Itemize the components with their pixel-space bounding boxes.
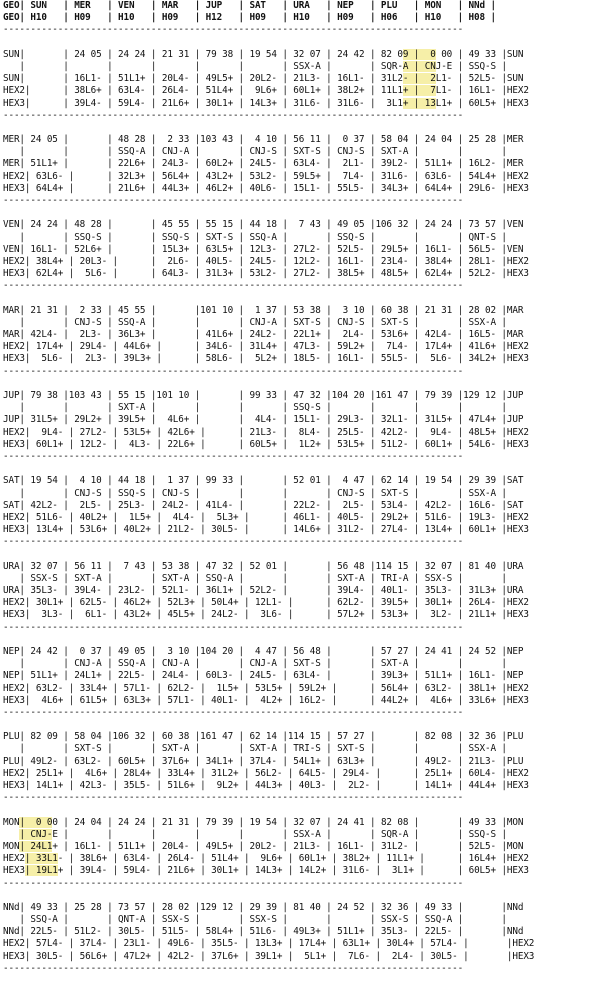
spacer [3, 207, 600, 219]
nnd-row-hex3: HEX3| 30L5- | 56L6+ | 47L2+ | 42L2- | 37L6+ | 39L1+ | 5L1+ | 7L6- | 2L4- | 30L5- | |HEX3 [3, 950, 535, 962]
mar-row-degrees: MAR| 21 31 | 2 33 | 45 55 | |101 10 | 1 37 | 53 38 | 3 10 | 60 38 | 21 31 | 28 02 |MAR [3, 304, 524, 316]
ven-row-degrees: VEN| 24 24 | 48 28 | | 45 55 | 55 15 | 44 18 | 7 43 | 49 05 |106 32 | 24 24 | 73 57 |VEN [3, 219, 524, 231]
spacer [3, 463, 600, 475]
conjunction-highlight: | 0 0 [19, 816, 53, 828]
separator: ------------------------------------------------------------------------------------ [3, 536, 464, 548]
spacer [3, 548, 600, 560]
sat-row-lines: SAT| 42L2- | 2L5- | 25L3- | 24L2- | 41L4- | | 22L2- | 2L5- | 53L4- | 42L2- | 16L6- |SAT [3, 499, 524, 511]
sat-row-aspects: | | CNJ-S | SSQ-S | CNJ-S | | | | CNJ-S | SXT-S | | SSX-A | [3, 487, 507, 499]
ven-row-aspects: | | SSQ-S | | SSQ-S | SXT-S | SSQ-A | | SSQ-S | | | QNT-S | [3, 231, 507, 243]
mon-row-degrees: MON| 0 00 | 24 04 | 24 24 | 21 31 | 79 39 | 19 54 | 32 07 | 24 41 | 82 08 | | 49 33 |MON [3, 816, 524, 828]
sun-row-degrees: SUN| | 24 05 | 24 24 | 21 31 | 79 38 | 19 54 | 32 07 | 24 42 | 82 09 | 0 00 | 49 33 |SUN [3, 48, 524, 60]
mar-row-aspects: | | CNJ-S | SSQ-A | | | CNJ-A | SXT-S | CNJ-S | SXT-S | | SSX-A | [3, 316, 507, 328]
separator: ------------------------------------------------------------------------------------ [3, 280, 464, 292]
jup-row-hex3: HEX3| 60L1+ | 12L2- | 4L3- | 22L6+ | | 60L5+ | 1L2+ | 53L5+ | 51L2- | 60L1+ | 54L6- |HEX3 [3, 438, 529, 450]
conjunction-highlight: 9 | 0 [402, 48, 436, 60]
plu-row-lines: PLU| 49L2- | 63L2- | 60L5+ | 37L6+ | 34L1+ | 37L4- | 54L1+ | 63L3+ | | 49L2- | 21L3- |PLU [3, 755, 524, 767]
separator: ------------------------------------------------------------------------------------ [3, 621, 464, 633]
mon-row-hex3: HEX3| 19L1+ | 39L4- | 59L4- | 21L6+ | 30L1+ | 14L3+ | 14L2+ | 31L6- | 3L1+ | | 60L5+ |HEX3 [3, 865, 529, 877]
conjunction-highlight: - | 2 [402, 73, 436, 85]
separator: ------------------------------------------------------------------------------------ [3, 195, 464, 206]
ven-row-hex2: HEX2| 38L4+ | 20L3- | | 2L6- | 40L5- | 24L5- | 12L2- | 16L1- | 23L4- | 38L4+ | 28L1- |HEX2 [3, 255, 529, 267]
header-line-houses: GEO| H10 | H09 | H10 | H09 | H12 | H09 | H10 | H09 | H06 | H10 | H08 | [3, 12, 496, 24]
separator: ------------------------------------------------------------------------------------ [3, 962, 464, 974]
mar-row-hex3: HEX3| 5L6- | 2L3- | 39L3+ | | 58L6- | 5L2+ | 18L5- | 16L1- | 55L5- | 5L6- | 34L2+ |HEX3 [3, 353, 529, 365]
jup-row-hex2: HEX2| 9L4- | 27L2- | 53L5+ | 42L6+ | | 21L3- | 8L4- | 25L5- | 42L2- | 9L4- | 48L5+ |HEX2 [3, 426, 529, 438]
nnd-row-degrees: NNd| 49 33 | 25 28 | 73 57 | 28 02 |129 12 | 29 39 | 81 40 | 24 52 | 32 36 | 49 33 | |NNd [3, 901, 524, 913]
separator: ------------------------------------------------------------------------------------ [3, 792, 464, 804]
mer-row-hex2: HEX2| 63L6- | | 32L3+ | 56L4+ | 43L2+ | 53L2- | 59L5+ | 7L4- | 31L6- | 63L6- | 54L4+ |HEX2 [3, 170, 529, 182]
jup-row-degrees: JUP| 79 38 |103 43 | 55 15 |101 10 | | 99 33 | 47 32 |104 20 |161 47 | 79 39 |129 12 |JUP [3, 390, 524, 401]
nnd-row-hex2: HEX2| 57L4- | 37L4- | 23L1- | 49L6- | 35L5- | 13L3+ | 17L4+ | 63L1+ | 30L4+ | 57L4- | |HEX2 [3, 938, 535, 950]
jup-row-aspects: | | | SXT-A | | | | SSQ-S | | | | | [3, 402, 507, 414]
mon-row-lines: MON| 24L1+ | 16L1- | 51L1+ | 20L4- | 49L5+ | 20L2- | 21L3- | 16L1- | 31L2- | | 52L5- |MON [3, 840, 524, 852]
nnd-row-lines: NNd| 22L5- | 51L2- | 30L5- | 51L5- | 58L4+ | 51L6- | 49L3+ | 51L1+ | 35L3- | 22L5- | |NNd [3, 926, 524, 938]
conjunction-highlight: | 19L1 [24, 865, 58, 877]
spacer [3, 122, 600, 134]
mer-row-lines: MER| 51L1+ | | 22L6+ | 24L3- | 60L2+ | 24L5- | 63L4- | 2L1- | 39L2- | 51L1+ | 16L2- |MER [3, 158, 524, 170]
ura-row-aspects: | SSX-S | SXT-A | | SXT-A | SSQ-A | | | SXT-A | TRI-A | SSX-S | | [3, 572, 507, 584]
mer-row-aspects: | | | SSQ-A | CNJ-A | | CNJ-S | SXT-S | CNJ-S | SXT-A | | | [3, 146, 507, 158]
separator: ------------------------------------------------------------------------------------ [3, 109, 464, 121]
sat-row-hex2: HEX2| 51L6- | 40L2+ | 1L5+ | 4L4- | 5L3+ | | 46L1- | 40L5- | 29L2+ | 51L6- | 19L3- |HEX2 [3, 511, 529, 523]
sat-row-hex3: HEX3| 13L4+ | 53L6+ | 40L2+ | 21L2- | 30L5- | | 14L6+ | 31L2- | 27L4- | 13L4+ | 60L1+ |HEX3 [3, 524, 529, 536]
mon-row-hex2: HEX2| 33L1- | 38L6+ | 63L4- | 26L4- | 51L4+ | 9L6+ | 60L1+ | 38L2+ | 11L1+ | | 16L4+ |HEX2 [3, 853, 529, 865]
jup-row-lines: JUP| 31L5+ | 29L2+ | 39L5+ | 4L6+ | | 4L4- | 15L1- | 29L3- | 32L1- | 31L5+ | 47L4+ |JUP [3, 414, 524, 426]
separator: ------------------------------------------------------------------------------------ [3, 450, 464, 462]
spacer [3, 37, 600, 49]
nep-row-lines: NEP| 51L1+ | 24L1+ | 22L5- | 24L4- | 60L3- | 24L5- | 63L4- | | 39L3+ | 51L1+ | 16L1- |NEP [3, 670, 524, 682]
ven-row-hex3: HEX3| 62L4+ | 5L6- | | 64L3- | 31L3+ | 53L2- | 27L2- | 38L5+ | 48L5+ | 62L4+ | 52L2- |HEX3 [3, 268, 529, 280]
nnd-row-aspects: | SSQ-A | | QNT-A | SSX-S | | SSX-S | | | SSX-S | SSQ-A | | [3, 914, 507, 926]
nep-row-hex3: HEX3| 4L6+ | 61L5+ | 63L3+ | 57L1- | 40L1- | 4L2+ | 16L2- | | 44L2+ | 4L6+ | 33L6+ |HEX3 [3, 694, 529, 706]
mar-row-lines: MAR| 42L4- | 2L3- | 36L3+ | | 41L6+ | 24L2- | 22L1+ | 2L4- | 53L6+ | 42L4- | 16L5- |MAR [3, 329, 524, 341]
spacer [3, 378, 600, 390]
mar-row-hex2: HEX2| 17L4+ | 29L4- | 44L6+ | | 34L6- | 31L4+ | 47L3- | 59L2+ | 7L4- | 17L4+ | 41L6+ |HEX2 [3, 341, 529, 353]
conjunction-highlight: A | CN [402, 60, 436, 72]
ura-row-lines: URA| 35L3- | 39L4- | 23L2- | 52L1- | 36L1+ | 52L2- | | 39L4- | 40L1- | 35L3- | 31L3+ |URA [3, 585, 524, 596]
ura-row-hex2: HEX2| 30L1+ | 62L5- | 46L2+ | 52L3+ | 50L4+ | 12L1- | | 62L2- | 39L5+ | 30L1+ | 26L4- |HEX2 [3, 597, 529, 609]
plu-row-hex3: HEX3| 14L1+ | 42L3- | 35L5- | 51L6+ | 9L2+ | 44L3+ | 40L3- | 2L2- | | 14L1+ | 44L4+ |HEX3 [3, 780, 529, 791]
ura-row-degrees: URA| 32 07 | 56 11 | 7 43 | 53 38 | 47 32 | 52 01 | | 56 48 |114 15 | 32 07 | 81 40 |URA [3, 560, 524, 572]
conjunction-highlight: | CNJ- [19, 828, 53, 840]
separator: ------------------------------------------------------------------------------------ [3, 877, 464, 889]
plu-row-aspects: | | SXT-S | | SXT-A | | SXT-A | TRI-S | SXT-S | | | SSX-A | [3, 743, 507, 755]
separator: ------------------------------------------------------------------------------------ [3, 365, 464, 377]
conjunction-highlight: | 24L1 [19, 840, 53, 852]
nep-row-aspects: | | CNJ-A | SSQ-A | CNJ-A | | CNJ-A | SXT-S | | SXT-A | | | [3, 658, 507, 670]
spacer [3, 719, 600, 731]
conjunction-highlight: + | 7 [402, 85, 436, 97]
header-line-planets: GEO| SUN | MER | VEN | MAR | JUP | SAT | URA | NEP | PLU | MON | NNd | [3, 0, 496, 11]
spacer [3, 293, 600, 305]
ven-row-lines: VEN| 16L1- | 52L6+ | | 15L3+ | 63L5+ | 12L3- | 27L2- | 52L5- | 29L5+ | 16L1- | 56L5- |VEN [3, 243, 524, 255]
separator: ------------------------------------------------------------------------------------ [3, 24, 464, 36]
mon-row-aspects: | CNJ-E | | | | | | SSX-A | | SQR-A | | SSQ-S | [19, 828, 507, 840]
nep-row-hex2: HEX2| 63L2- | 33L4+ | 57L1- | 62L2- | 1L5+ | 53L5+ | 59L2+ | | 56L4+ | 63L2- | 38L1+ |HEX2 [3, 682, 529, 694]
sun-row-hex3: HEX3| | 39L4- | 59L4- | 21L6+ | 30L1+ | 14L3+ | 31L6- | 31L6- | 3L1+ | 13L1+ | 60L5+ |HEX3 [3, 97, 529, 109]
nep-row-degrees: NEP| 24 42 | 0 37 | 49 05 | 3 10 |104 20 | 4 47 | 56 48 | | 57 27 | 24 41 | 24 52 |NEP [3, 645, 524, 657]
spacer [3, 634, 600, 646]
sat-row-degrees: SAT| 19 54 | 4 10 | 44 18 | 1 37 | 99 33 | | 52 01 | 4 47 | 62 14 | 19 54 | 29 39 |SAT [3, 475, 524, 487]
ura-row-hex3: HEX3| 3L3- | 6L1- | 43L2+ | 45L5+ | 24L2- | 3L6- | | 57L2+ | 53L3+ | 3L2- | 21L1+ |HEX3 [3, 609, 529, 621]
conjunction-highlight: + | 13 [402, 97, 436, 109]
plu-row-degrees: PLU| 82 09 | 58 04 |106 32 | 60 38 |161 47 | 62 14 |114 15 | 57 27 | | 82 08 | 32 36 |PLU [3, 731, 524, 743]
spacer [3, 890, 600, 902]
plu-row-hex2: HEX2| 25L1+ | 4L6+ | 28L4+ | 33L4+ | 31L2+ | 56L2- | 64L5- | 29L4- | | 25L1+ | 60L4- |HEX2 [3, 767, 529, 779]
sun-row-hex2: HEX2| | 38L6+ | 63L4- | 26L4- | 51L4+ | 9L6+ | 60L1+ | 38L2+ | 11L1+ | 7L1- | 16L1- |HEX2 [3, 85, 529, 97]
mer-row-hex3: HEX3| 64L4+ | | 21L6+ | 44L3+ | 46L2+ | 40L6- | 15L1- | 55L5- | 34L3+ | 64L4+ | 29L6- |HEX3 [3, 182, 529, 194]
separator: ------------------------------------------------------------------------------------ [3, 706, 464, 718]
sun-row-lines: SUN| | 16L1- | 51L1+ | 20L4- | 49L5+ | 20L2- | 21L3- | 16L1- | 31L2- | 2L1- | 52L5- |SUN [3, 73, 524, 85]
sun-row-aspects: | | | | | | | SSX-A | | SQR-A | CNJ-E | SSQ-S | [3, 60, 507, 72]
spacer [3, 804, 600, 816]
mer-row-degrees: MER| 24 05 | | 48 28 | 2 33 |103 43 | 4 10 | 56 11 | 0 37 | 58 04 | 24 04 | 25 28 |MER [3, 134, 524, 146]
conjunction-highlight: | 33L1 [24, 853, 58, 865]
